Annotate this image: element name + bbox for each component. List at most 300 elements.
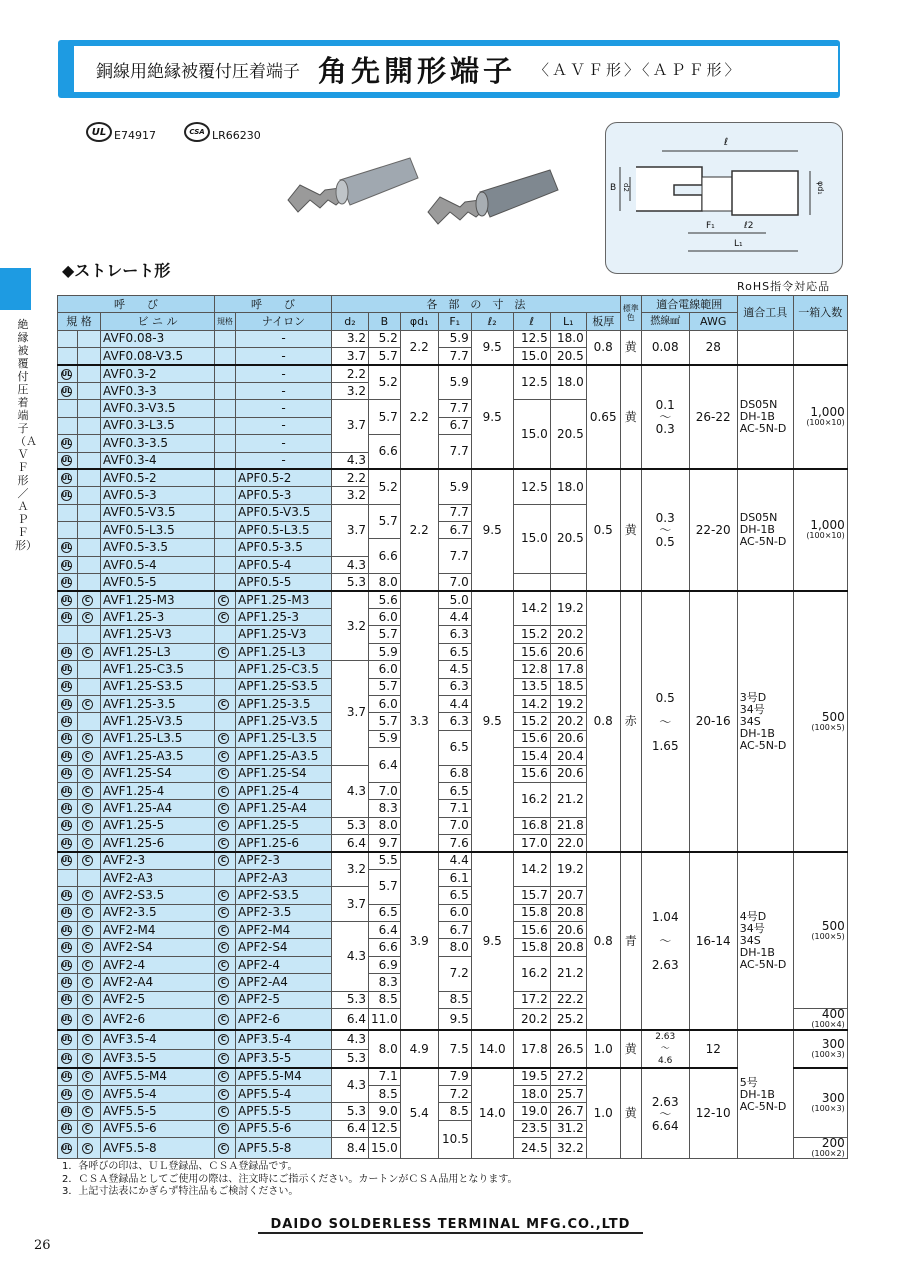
csa-mark-icon: C: [218, 1106, 229, 1117]
cell-vinyl-name: AVF1.25-6: [101, 835, 215, 852]
csa-mark-icon: C: [82, 699, 93, 710]
cell-tool: 5号 DH-1B AC-5N-D: [737, 1030, 793, 1159]
cell-d2: 4.3: [332, 1068, 369, 1103]
cell-ul-mark: [58, 1103, 78, 1120]
cell-ul-mark: [58, 643, 78, 660]
cell-ul-mark: [58, 522, 78, 539]
ul-cert: [86, 122, 156, 142]
cell-ul-mark: [58, 765, 78, 782]
cell-nylon-csa-mark: [215, 591, 236, 608]
title-sub: 銅線用絶縁被覆付圧着端子: [96, 61, 300, 82]
cell-csa-mark: [78, 869, 101, 886]
hdr-wire-range: 適合電線範囲: [641, 296, 737, 313]
cell-nylon-name: APF1.25-A4: [236, 800, 332, 817]
cell-B: 5.7: [369, 713, 401, 730]
cell-nylon-name: APF0.5-4: [236, 556, 332, 573]
cell-B: 8.0: [369, 817, 401, 834]
cell-B: 12.5: [369, 1120, 401, 1137]
ul-mark-icon: UL: [61, 560, 72, 569]
cell-vinyl-name: AVF5.5-6: [101, 1120, 215, 1137]
cell-nylon-csa-mark: [215, 609, 236, 626]
cell-nylon-name: APF0.5-5: [236, 574, 332, 591]
cell-ul-mark: [58, 1138, 78, 1159]
cell-L1: 19.2: [550, 695, 586, 712]
box-qty-detail: (100×4): [811, 1020, 845, 1030]
csa-mark-icon: C: [218, 751, 229, 762]
cell-color: 青: [620, 852, 641, 1030]
cell-vinyl-name: AVF1.25-L3: [101, 643, 215, 660]
cell-vinyl-name: AVF1.25-3.5: [101, 695, 215, 712]
cell-l2: 9.5: [471, 852, 513, 1030]
cell-ul-mark: [58, 939, 78, 956]
csa-mark-icon: C: [82, 647, 93, 658]
cell-B: 5.7: [369, 504, 401, 539]
cell-ul-mark: [58, 469, 78, 486]
cell-F1: 6.5: [438, 782, 471, 799]
cell-ul-mark: [58, 400, 78, 417]
cell-l: 16.8: [513, 817, 550, 834]
cell-phid1: 3.9: [400, 852, 438, 1030]
cell-tool: 4号D 34号 34S DH-1B AC-5N-D: [737, 852, 793, 1030]
cell-nylon-csa-mark: [215, 852, 236, 869]
hdr-kikaku2: 規格: [215, 313, 236, 330]
cell-nylon-csa-mark: [215, 1068, 236, 1085]
cell-nylon-name: APF1.25-L3.5: [236, 730, 332, 747]
cell-nylon-name: APF2-A4: [236, 974, 332, 991]
cell-F1: 6.8: [438, 765, 471, 782]
cell-vinyl-name: AVF2-A3: [101, 869, 215, 886]
cell-B: 15.0: [369, 1138, 401, 1159]
cell-phid1: 2.2: [400, 365, 438, 469]
cell-nylon-csa-mark: [215, 400, 236, 417]
box-qty: 1,000: [810, 518, 845, 533]
cell-ul-mark: [58, 1030, 78, 1049]
cell-nylon-csa-mark: [215, 469, 236, 486]
cell-csa-mark: [78, 522, 101, 539]
cell-B: 8.3: [369, 974, 401, 991]
ul-mark-icon: UL: [61, 455, 72, 464]
cell-color: 赤: [620, 591, 641, 852]
cell-l: 15.0: [513, 400, 550, 470]
cell-F1: 7.7: [438, 539, 471, 574]
cell-csa-mark: [78, 1103, 101, 1120]
cell-B: 8.5: [369, 991, 401, 1008]
hdr-phid1: φd₁: [400, 313, 438, 330]
box-qty-detail: (100×3): [811, 1050, 845, 1060]
cell-L1: 20.7: [550, 887, 586, 904]
csa-mark-icon: C: [218, 1034, 229, 1045]
csa-mark-icon: C: [218, 647, 229, 658]
table-row: [58, 1068, 848, 1085]
cell-nylon-name: -: [236, 382, 332, 399]
cell-d2: 4.3: [332, 556, 369, 573]
csa-mark-icon: C: [82, 1071, 93, 1082]
cell-d2: 5.3: [332, 991, 369, 1008]
cell-nylon-csa-mark: [215, 922, 236, 939]
cell-B: 5.9: [369, 730, 401, 747]
cell-nylon-name: APF1.25-5: [236, 817, 332, 834]
box-qty: 500: [821, 709, 845, 724]
cell-l: 15.2: [513, 626, 550, 643]
cell-nylon-name: APF1.25-V3: [236, 626, 332, 643]
cell-nylon-name: APF2-M4: [236, 922, 332, 939]
cell-d2: 5.3: [332, 1103, 369, 1120]
cell-ul-mark: [58, 1009, 78, 1031]
cell-csa-mark: [78, 817, 101, 834]
cell-color: 黄: [620, 469, 641, 591]
note-1: 1．各呼びの印は、ＵＬ登録品、ＣＳＡ登録品です。: [62, 1161, 298, 1172]
cell-B: 5.2: [369, 330, 401, 347]
cell-nylon-csa-mark: [215, 643, 236, 660]
cell-nylon-csa-mark: [215, 1009, 236, 1031]
cell-l: 19.0: [513, 1103, 550, 1120]
cell-vinyl-name: AVF1.25-L3.5: [101, 730, 215, 747]
cell-B: 8.3: [369, 800, 401, 817]
cell-L1: 20.8: [550, 904, 586, 921]
cell-ul-mark: [58, 330, 78, 347]
cell-nylon-name: APF2-A3: [236, 869, 332, 886]
cell-vinyl-name: AVF1.25-S4: [101, 765, 215, 782]
cell-nylon-name: APF0.5-3.5: [236, 539, 332, 556]
cell-csa-mark: [78, 782, 101, 799]
cell-csa-mark: [78, 504, 101, 521]
cell-vinyl-name: AVF2-A4: [101, 974, 215, 991]
cell-nensen: 2.63 〜 4.6: [641, 1030, 689, 1068]
cell-ul-mark: [58, 539, 78, 556]
title-box: [74, 46, 838, 92]
cell-nylon-csa-mark: [215, 1138, 236, 1159]
ul-mark-icon: UL: [61, 595, 72, 604]
cell-d2: 5.3: [332, 574, 369, 591]
cell-nylon-name: APF1.25-A3.5: [236, 748, 332, 765]
cell-nylon-name: APF1.25-M3: [236, 591, 332, 608]
cell-l: 15.6: [513, 730, 550, 747]
cell-csa-mark: [78, 748, 101, 765]
cell-B: 5.2: [369, 365, 401, 400]
cell-F1: 7.2: [438, 956, 471, 991]
cell-nylon-csa-mark: [215, 748, 236, 765]
cell-d2: 2.2: [332, 365, 369, 382]
ul-mark-icon: UL: [61, 699, 72, 708]
box-qty-detail: (100×10): [806, 418, 845, 428]
cell-phid1: 2.2: [400, 469, 438, 591]
cell-nylon-name: APF3.5-5: [236, 1049, 332, 1068]
cell-nylon-name: APF5.5-6: [236, 1120, 332, 1137]
cell-L1: 18.5: [550, 678, 586, 695]
ul-mark-icon: UL: [61, 1053, 72, 1062]
ul-mark-icon: UL: [61, 717, 72, 726]
csa-mark-icon: C: [218, 838, 229, 849]
hdr-l1: L₁: [550, 313, 586, 330]
csa-mark-icon: C: [218, 890, 229, 901]
cell-nylon-csa-mark: [215, 1049, 236, 1068]
ul-mark-icon: UL: [61, 734, 72, 743]
hdr-nylon: ナイロン: [236, 313, 332, 330]
ul-number: E74917: [114, 129, 156, 142]
cell-l: 17.2: [513, 991, 550, 1008]
cell-d2: 2.2: [332, 469, 369, 486]
csa-mark-icon: C: [82, 1014, 93, 1025]
note-2: 2．ＣＳＡ登録品としてご使用の際は、注文時にご指示ください。カートンがＣＳＡ品用となります。: [62, 1173, 518, 1185]
cell-csa-mark: [78, 382, 101, 399]
spec-table: [57, 295, 848, 1159]
cell-vinyl-name: AVF0.5-3.5: [101, 539, 215, 556]
side-label: 絶縁被覆付圧着端子（ＡＶＦ形／ＡＰＦ形）: [15, 318, 37, 552]
cell-csa-mark: [78, 556, 101, 573]
cell-l: 17.8: [513, 1030, 550, 1068]
cell-vinyl-name: AVF2-6: [101, 1009, 215, 1031]
csa-mark-icon: C: [218, 733, 229, 744]
cell-box: [793, 1138, 847, 1159]
cell-d2: 3.2: [332, 330, 369, 347]
cell-ul-mark: [58, 417, 78, 434]
cell-nylon-csa-mark: [215, 539, 236, 556]
cell-F1: 4.4: [438, 695, 471, 712]
csa-mark-icon: C: [218, 925, 229, 936]
hdr-yobi-vinyl: 呼 び: [58, 296, 215, 313]
cell-csa-mark: [78, 765, 101, 782]
box-qty: 300: [821, 1037, 845, 1052]
cell-ul-mark: [58, 922, 78, 939]
table-row: [58, 852, 848, 869]
csa-mark-icon: C: [218, 960, 229, 971]
hdr-dims: 各 部 の 寸 法: [332, 296, 621, 313]
cell-csa-mark: [78, 904, 101, 921]
cell-ul-mark: [58, 609, 78, 626]
cell-nylon-csa-mark: [215, 626, 236, 643]
cell-l: 14.2: [513, 852, 550, 887]
hdr-l: ℓ: [513, 313, 550, 330]
cell-vinyl-name: AVF1.25-M3: [101, 591, 215, 608]
cell-csa-mark: [78, 695, 101, 712]
cell-csa-mark: [78, 417, 101, 434]
cell-L1: 17.8: [550, 661, 586, 678]
ul-mark-icon: UL: [61, 960, 72, 969]
cell-l2: 14.0: [471, 1030, 513, 1068]
cell-csa-mark: [78, 626, 101, 643]
cell-l: 15.6: [513, 643, 550, 660]
cell-nylon-csa-mark: [215, 661, 236, 678]
cell-nylon-name: APF2-4: [236, 956, 332, 973]
cell-l: 13.5: [513, 678, 550, 695]
label-f1: F₁: [706, 221, 715, 231]
cell-L1: 31.2: [550, 1120, 586, 1137]
cell-nylon-csa-mark: [215, 522, 236, 539]
cell-F1: 7.7: [438, 348, 471, 365]
cell-nylon-name: APF0.5-L3.5: [236, 522, 332, 539]
cell-l2: 9.5: [471, 469, 513, 591]
cell-L1: 20.5: [550, 348, 586, 365]
cell-ul-mark: [58, 869, 78, 886]
cell-d2: 3.2: [332, 591, 369, 661]
dimension-diagram: [605, 122, 843, 274]
cell-nylon-name: APF5.5-5: [236, 1103, 332, 1120]
ul-mark-icon: UL: [61, 821, 72, 830]
label-d2: d2: [622, 183, 630, 192]
cell-d2: 3.7: [332, 504, 369, 556]
cell-ul-mark: [58, 452, 78, 469]
cell-nylon-name: APF2-5: [236, 991, 332, 1008]
cell-box: [793, 1030, 847, 1068]
cell-F1: 8.5: [438, 1103, 471, 1120]
cell-vinyl-name: AVF1.25-4: [101, 782, 215, 799]
cell-nylon-name: APF1.25-3: [236, 609, 332, 626]
cell-l: 15.8: [513, 939, 550, 956]
csa-number: LR66230: [212, 129, 261, 142]
hdr-thick: 板厚: [586, 313, 620, 330]
cell-l: 15.0: [513, 504, 550, 574]
cell-L1: 20.5: [550, 400, 586, 470]
box-qty-detail: (100×2): [811, 1149, 845, 1159]
cell-ul-mark: [58, 748, 78, 765]
csa-mark-icon: C: [82, 733, 93, 744]
cell-csa-mark: [78, 1085, 101, 1102]
cell-nensen: 0.5 〜 1.65: [641, 591, 689, 852]
cell-vinyl-name: AVF1.25-S3.5: [101, 678, 215, 695]
cell-csa-mark: [78, 678, 101, 695]
cell-vinyl-name: AVF2-4: [101, 956, 215, 973]
csa-mark-icon: C: [82, 820, 93, 831]
cell-nylon-csa-mark: [215, 1103, 236, 1120]
cell-box: [793, 1068, 847, 1138]
cell-csa-mark: [78, 922, 101, 939]
cell-nylon-name: APF2-3.5: [236, 904, 332, 921]
cell-phid1: 2.2: [400, 330, 438, 365]
cell-csa-mark: [78, 887, 101, 904]
cell-L1: 20.5: [550, 504, 586, 574]
cell-l: 12.5: [513, 365, 550, 400]
cell-l: 19.5: [513, 1068, 550, 1085]
cell-l: 15.6: [513, 765, 550, 782]
cell-l: 16.2: [513, 956, 550, 991]
csa-mark-icon: C: [82, 838, 93, 849]
cell-ul-mark: [58, 974, 78, 991]
cell-nylon-csa-mark: [215, 939, 236, 956]
cell-nensen: 0.1 〜 0.3: [641, 365, 689, 469]
cell-F1: 7.2: [438, 1085, 471, 1102]
cell-F1: 6.3: [438, 713, 471, 730]
ul-mark-icon: UL: [61, 856, 72, 865]
cell-F1: 7.9: [438, 1068, 471, 1085]
cell-nylon-csa-mark: [215, 817, 236, 834]
hdr-vinyl: ビ ニ ル: [101, 313, 215, 330]
cell-ul-mark: [58, 782, 78, 799]
cell-d2: 6.4: [332, 1120, 369, 1137]
box-qty: 200: [821, 1136, 845, 1151]
label-l: ℓ: [724, 137, 729, 148]
cell-B: 5.9: [369, 643, 401, 660]
cell-vinyl-name: AVF3.5-5: [101, 1049, 215, 1068]
cell-ul-mark: [58, 1049, 78, 1068]
cell-nylon-csa-mark: [215, 435, 236, 452]
cell-vinyl-name: AVF3.5-4: [101, 1030, 215, 1049]
cell-F1: 7.7: [438, 435, 471, 470]
company-footer: DAIDO SOLDERLESS TERMINAL MFG.CO.,LTD: [258, 1212, 643, 1234]
cell-ul-mark: [58, 991, 78, 1008]
cell-box: [793, 469, 847, 591]
cell-nylon-csa-mark: [215, 887, 236, 904]
cell-l: 20.2: [513, 1009, 550, 1031]
csa-mark-icon: C: [82, 803, 93, 814]
cell-vinyl-name: AVF2-3.5: [101, 904, 215, 921]
cell-ul-mark: [58, 956, 78, 973]
cell-L1: 20.6: [550, 643, 586, 660]
cell-l: 15.7: [513, 887, 550, 904]
csa-mark-icon: C: [218, 942, 229, 953]
csa-mark-icon: C: [82, 960, 93, 971]
cell-F1: 7.5: [438, 1030, 471, 1068]
cell-ul-mark: [58, 730, 78, 747]
rohs-label: RoHS指令対応品: [737, 280, 831, 293]
cell-csa-mark: [78, 713, 101, 730]
cell-ul-mark: [58, 382, 78, 399]
cell-ul-mark: [58, 487, 78, 504]
cell-vinyl-name: AVF2-M4: [101, 922, 215, 939]
cell-vinyl-name: AVF5.5-M4: [101, 1068, 215, 1085]
cell-csa-mark: [78, 852, 101, 869]
cell-csa-mark: [78, 400, 101, 417]
cell-nylon-name: -: [236, 348, 332, 365]
cell-nylon-csa-mark: [215, 556, 236, 573]
cell-thick: 0.65: [586, 365, 620, 469]
cell-F1: 4.5: [438, 661, 471, 678]
cell-vinyl-name: AVF0.5-3: [101, 487, 215, 504]
cell-box: [793, 852, 847, 1009]
ul-mark-icon: UL: [61, 473, 72, 482]
cell-nylon-name: APF2-S4: [236, 939, 332, 956]
cell-vinyl-name: AVF0.5-L3.5: [101, 522, 215, 539]
cell-l: 15.0: [513, 348, 550, 365]
cell-nylon-csa-mark: [215, 330, 236, 347]
cell-d2: 3.7: [332, 661, 369, 765]
csa-mark-icon: C: [218, 977, 229, 988]
cell-nylon-name: APF1.25-S4: [236, 765, 332, 782]
csa-mark-icon: C: [218, 699, 229, 710]
cell-csa-mark: [78, 591, 101, 608]
cell-F1: 10.5: [438, 1120, 471, 1158]
cell-B: 6.6: [369, 539, 401, 574]
ul-mark-icon: UL: [61, 751, 72, 760]
label-b: B: [610, 183, 617, 193]
csa-mark-icon: C: [218, 1014, 229, 1025]
hdr-box: 一箱入数: [793, 296, 847, 331]
terminal-image-1: [288, 158, 418, 212]
csa-mark-icon: C: [82, 907, 93, 918]
cell-nylon-name: APF1.25-3.5: [236, 695, 332, 712]
cell-L1: 20.6: [550, 765, 586, 782]
cell-nylon-csa-mark: [215, 765, 236, 782]
cell-L1: 20.6: [550, 730, 586, 747]
ul-mark-icon: UL: [61, 804, 72, 813]
cell-l: 15.4: [513, 748, 550, 765]
cell-csa-mark: [78, 365, 101, 382]
cell-csa-mark: [78, 609, 101, 626]
cell-awg: 26-22: [689, 365, 737, 469]
cell-awg: 28: [689, 330, 737, 365]
cell-l2: 9.5: [471, 330, 513, 365]
cell-csa-mark: [78, 991, 101, 1008]
side-tab: [0, 268, 31, 310]
cell-awg: 12: [689, 1030, 737, 1068]
box-qty: 300: [821, 1091, 845, 1106]
csa-mark-icon: C: [82, 595, 93, 606]
cell-vinyl-name: AVF0.5-4: [101, 556, 215, 573]
cell-csa-mark: [78, 1030, 101, 1049]
cell-nylon-name: -: [236, 400, 332, 417]
cell-d2: 6.4: [332, 1009, 369, 1031]
cell-csa-mark: [78, 643, 101, 660]
box-qty: 500: [821, 918, 845, 933]
